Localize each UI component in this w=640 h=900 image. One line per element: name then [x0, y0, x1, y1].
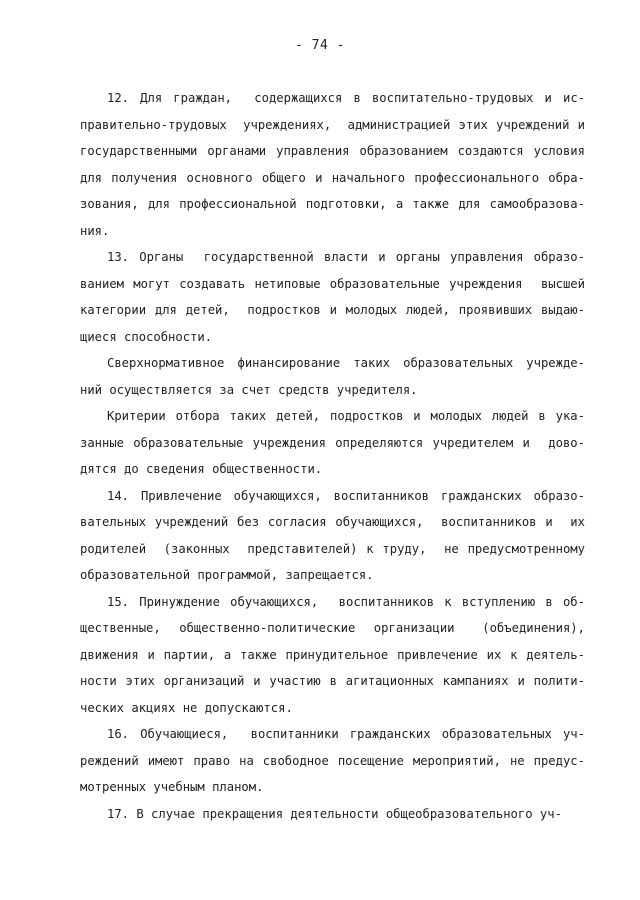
paragraph [80, 244, 585, 350]
text-line: Сверхнормативное финансирование таких образовательных учрежде- [107, 356, 585, 370]
text-line: правительно-трудовых учреждениях, администрацией этих учреждений и [80, 117, 585, 132]
text-line: Критерии отбора таких детей, подростков и молодых людей в ука- [107, 409, 585, 423]
text-line: 14. Привлечение обучающихся, воспитанников гражданских образо- [107, 488, 585, 503]
text-line: вательных учреждений без согласия обучающихся, воспитанников и их [80, 515, 585, 529]
paragraph [80, 85, 585, 244]
page-number: - 74 - [295, 38, 345, 53]
paragraph [80, 483, 585, 589]
text-line: родителей (законных представителей) к труду, не предусмотренному [80, 541, 585, 556]
text-line: ний осуществляется за счет средств учредителя. [80, 382, 418, 397]
text-line: 15. Принуждение обучающихся, воспитанников к вступлению в об- [107, 594, 585, 609]
text-line: 13. Органы государственной власти и органы управления образо- [107, 250, 585, 264]
text-line: дятся до сведения общественности. [80, 462, 323, 476]
text-line: ческих акциях не допускаются. [80, 700, 293, 715]
text-line: ния. [80, 223, 110, 238]
text-line: реждений имеют право на свободное посещение мероприятий, не предус- [80, 753, 585, 768]
text-line: движения и партии, а также принудительное привлечение их к деятель- [80, 647, 585, 662]
paragraph [80, 589, 585, 722]
text-line: занные образовательные учреждения определяются учредителем и дово- [80, 435, 585, 450]
text-line: зования, для профессиональной подготовки, а также для самообразова- [80, 197, 585, 211]
text-line: щиеся способности. [80, 329, 213, 344]
paragraph [80, 721, 585, 801]
paragraph [80, 403, 585, 483]
text-line: мотренных учебным планом. [80, 780, 264, 794]
text-line: 17. В случае прекращения деятельности общеобразовательного уч- [107, 806, 562, 821]
text-line: 12. Для граждан, содержащихся в воспитательно-трудовых и ис- [107, 91, 585, 105]
text-line: государственными органами управления образованием создаются условия [80, 144, 585, 158]
text-line: для получения основного общего и начального профессионального обра- [80, 170, 585, 185]
paragraph [80, 801, 585, 828]
text-line: ности этих организаций и участию в агитационных кампаниях и полити- [80, 674, 585, 688]
text-line: категории для детей, подростков и молодых людей, проявивших выдаю- [80, 303, 585, 317]
document-body [80, 85, 585, 827]
text-line: щественные, общественно-политические организации (объединения), [80, 621, 585, 635]
text-line: 16. Обучающиеся, воспитанники гражданских образовательных уч- [107, 727, 585, 741]
text-line: ванием могут создавать нетиповые образовательные учреждения высшей [80, 276, 585, 291]
paragraph [80, 350, 585, 403]
text-line: образовательной программой, запрещается. [80, 568, 374, 582]
